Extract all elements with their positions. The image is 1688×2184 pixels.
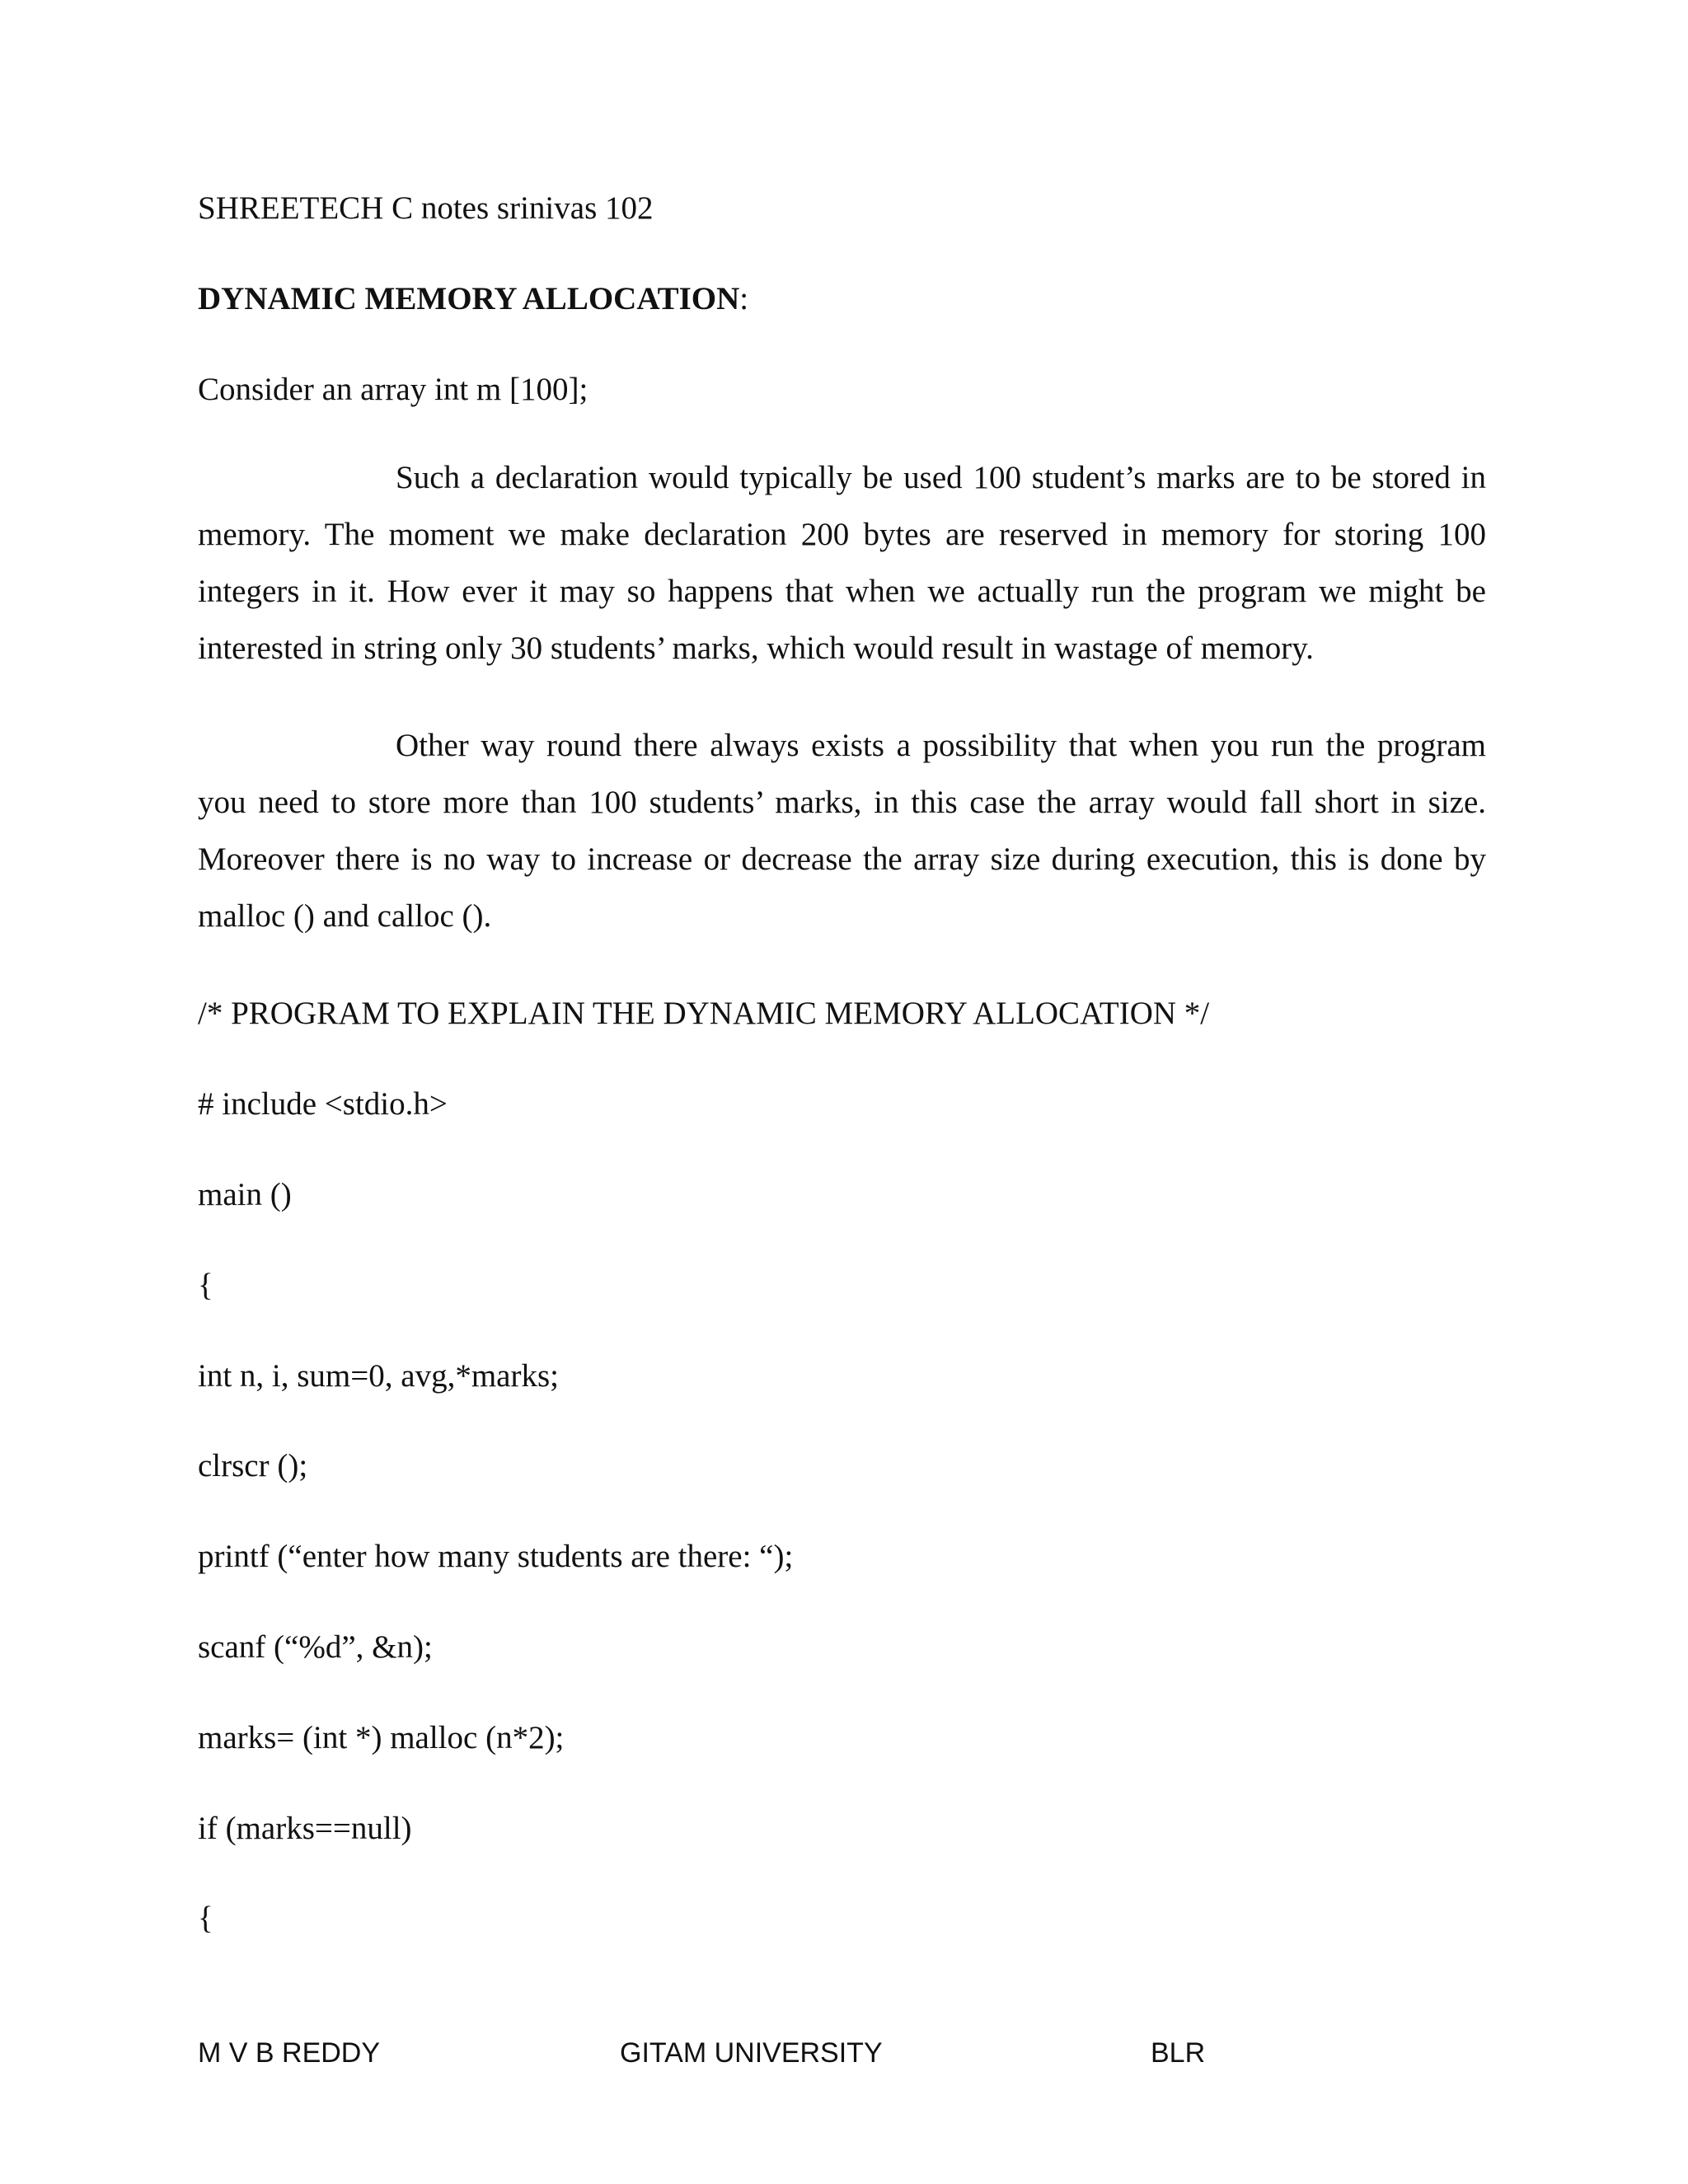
code-line-open-brace: { bbox=[198, 1267, 213, 1303]
page-footer bbox=[0, 2037, 1688, 2070]
document-body bbox=[198, 190, 1486, 1990]
footer-university: GITAM UNIVERSITY bbox=[620, 2037, 883, 2069]
heading-colon: : bbox=[739, 280, 749, 316]
code-line-printf: printf (“enter how many students are there: “); bbox=[198, 1539, 794, 1575]
code-line-scanf: scanf (“%d”, &n); bbox=[198, 1629, 433, 1665]
code-line-main: main () bbox=[198, 1176, 292, 1212]
section-heading bbox=[198, 280, 1486, 319]
code-line-malloc: marks= (int *) malloc (n*2); bbox=[198, 1719, 565, 1755]
intro-line: Consider an array int m [100]; bbox=[198, 371, 588, 407]
code-line-if: if (marks==null) bbox=[198, 1810, 412, 1846]
footer-author: M V B REDDY bbox=[198, 2037, 381, 2069]
code-line-clrscr: clrscr (); bbox=[198, 1448, 308, 1484]
footer-location: BLR bbox=[1151, 2037, 1206, 2069]
code-line-comment: /* PROGRAM TO EXPLAIN THE DYNAMIC MEMORY ALLOCATION */ bbox=[198, 996, 1210, 1032]
header-line: SHREETECH C notes srinivas 102 bbox=[198, 190, 654, 226]
code-line-open-brace-2: { bbox=[198, 1900, 213, 1937]
paragraph-2: Other way round there always exists a possibility that when you run the program you need to store more than 100 students’ marks, in this case the array would fall short in size. Moreover there is no way to increase or decrease the array size during execution, this is done by malloc () and calloc (). bbox=[198, 728, 1486, 935]
code-line-declarations: int n, i, sum=0, avg,*marks; bbox=[198, 1357, 559, 1394]
paragraph-1: Such a declaration would typically be used 100 student’s marks are to be stored in memory. The moment we make declaration 200 bytes are reserved in memory for storing 100 integers in it. How ever it may so happens that when we actually run the program we might be interested in string only 30 students’ marks, which would result in wastage of memory. bbox=[198, 460, 1486, 667]
code-line-include: # include <stdio.h> bbox=[198, 1086, 448, 1122]
heading-text: DYNAMIC MEMORY ALLOCATION bbox=[198, 280, 740, 316]
